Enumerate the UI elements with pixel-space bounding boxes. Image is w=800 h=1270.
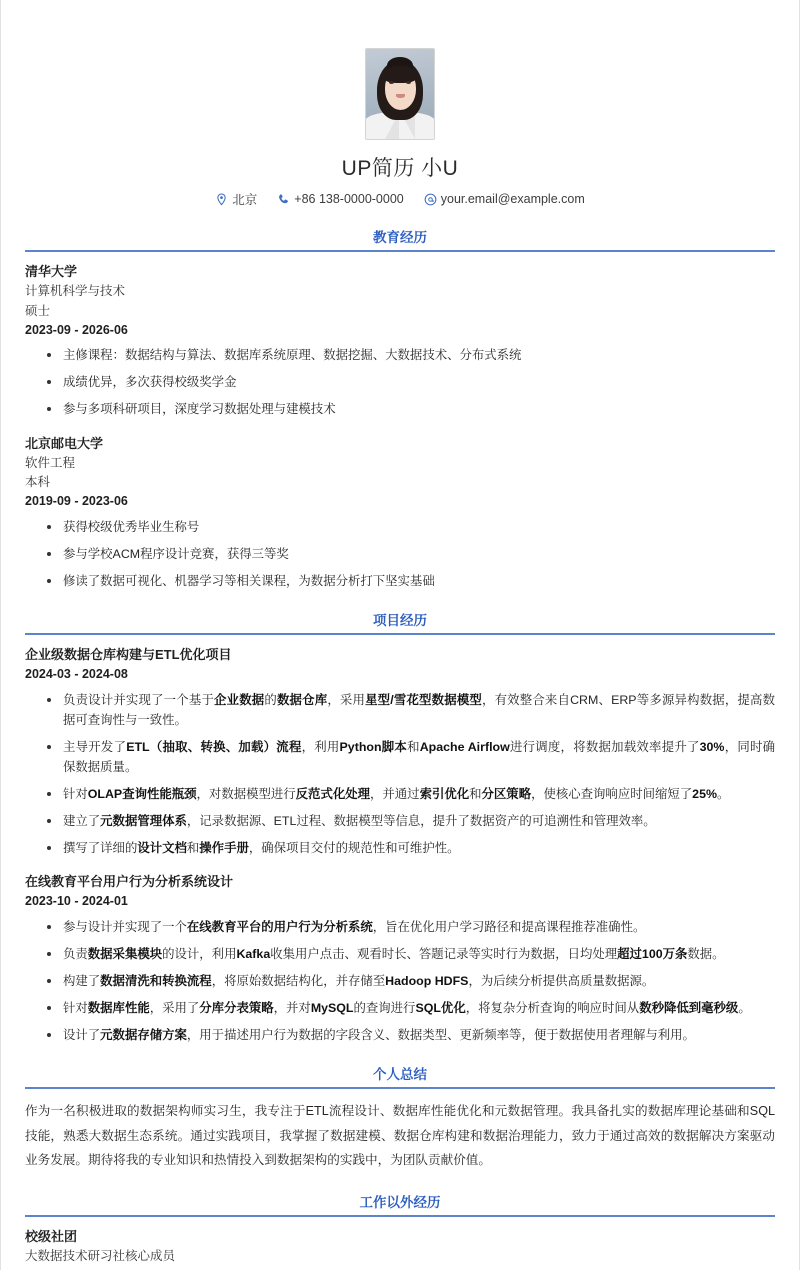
bullet-highlight: 30% [699, 739, 725, 754]
location-pin-icon [215, 193, 228, 206]
section-divider [25, 1215, 775, 1217]
bullet-text: 获得校级优秀毕业生称号 [63, 519, 200, 534]
list-item [47, 690, 775, 730]
bullet-text: 修读了数据可视化、机器学习等相关课程，为数据分析打下坚实基础 [63, 574, 435, 588]
section [25, 609, 775, 1045]
bullet-text: 撰写了详细的 [63, 841, 138, 856]
bullet-highlight: 分库分表策略 [199, 1001, 274, 1016]
contact-location-text: 北京 [232, 193, 258, 207]
bullet-text: 成绩优异，多次获得校级奖学金 [63, 375, 237, 390]
bullet-highlight: SQL优化 [415, 1001, 466, 1016]
bullet-text: ，使核心查询响应时间缩短了 [531, 786, 693, 801]
list-item [47, 372, 775, 392]
bullet-text: 的 [264, 692, 277, 707]
bullet-text: 构建了 [63, 973, 101, 988]
bullet-highlight: 在线教育平台的用户行为分析系统 [186, 919, 373, 934]
list-item [47, 345, 775, 365]
bullet-highlight: 元数据管理体系 [100, 814, 187, 829]
entry-date-range: 2023-10 - 2024-01 [25, 894, 128, 909]
contact-email [424, 192, 585, 206]
bullet-list [25, 517, 775, 591]
bullet-text: ，将原始数据结构化，并存储至 [211, 973, 386, 988]
bullet-highlight: MySQL [310, 1001, 354, 1016]
bullet-text: ，将复杂分析查询的响应时间从 [465, 1001, 640, 1016]
page-title: UP简历 小U [341, 157, 459, 180]
bullet-list [25, 345, 775, 419]
bullet-text: ，利用 [301, 739, 340, 754]
bullet-text: ，确保项目交付的规范性和可维护性。 [248, 841, 460, 856]
resume-sections [25, 226, 775, 1266]
phone-icon [277, 193, 290, 206]
avatar [365, 48, 435, 140]
bullet-highlight: ETL（抽取、转换、加载）流程 [126, 739, 302, 754]
bullet-highlight: 25% [692, 786, 717, 801]
section-title: 教育经历 [373, 230, 427, 245]
bullet-highlight: Kafka [236, 946, 271, 961]
contact-phone [277, 192, 403, 206]
bullet-highlight: 元数据存储方案 [100, 1028, 187, 1043]
bullet-highlight: 反范式化处理 [295, 786, 371, 801]
bullet-text: ，采用了 [149, 1001, 200, 1016]
bullet-highlight: Python脚本 [339, 739, 408, 754]
bullet-highlight: Hadoop HDFS [385, 973, 469, 988]
section-title: 工作以外经历 [359, 1194, 441, 1210]
resume-header [25, 0, 775, 208]
contact-email-text: your.email@example.com [440, 192, 585, 206]
section-divider [25, 250, 775, 252]
list-item [47, 838, 775, 858]
bullet-text: ，对数据模型进行 [196, 786, 296, 801]
bullet-text: 针对 [63, 1001, 88, 1016]
list-item [47, 544, 775, 564]
bullet-text: ，用于描述用户行为数据的字段含义、数据类型、更新频率等，便于数据使用者理解与利用。 [186, 1028, 695, 1043]
entry-organization: 北京邮电大学 [25, 435, 104, 451]
entry-degree: 硕士 [25, 303, 51, 318]
section-divider [25, 633, 775, 635]
entry-organization: 在线教育平台用户行为分析系统设计 [25, 874, 234, 890]
bullet-text: 收集用户点击、观看时长、答题记录等实时行为数据，日均处理 [270, 946, 618, 961]
bullet-text: 主导开发了 [63, 739, 127, 754]
bullet-highlight: 操作手册 [199, 841, 249, 856]
list-item [47, 784, 775, 804]
bullet-text: ，并对 [273, 1001, 311, 1016]
bullet-text: 负责设计并实现了一个基于 [63, 692, 215, 707]
bullet-highlight: 数秒降低到毫秒级 [639, 1001, 739, 1016]
bullet-text: 参与学校ACM程序设计竞赛，获得三等奖 [63, 546, 289, 561]
bullet-text: 针对 [63, 786, 88, 801]
bullet-highlight: 数据库性能 [87, 1001, 150, 1016]
bullet-text: ，采用 [327, 692, 366, 707]
bullet-text: 参与设计并实现了一个 [63, 919, 187, 934]
list-item [47, 998, 775, 1018]
entry-organization: 清华大学 [25, 264, 78, 279]
list-item [47, 1025, 775, 1045]
list-item [47, 399, 775, 419]
bullet-text: 负责 [63, 946, 88, 961]
entry-date-range: 2023-09 - 2026-06 [25, 322, 128, 337]
bullet-text: 建立了 [63, 814, 101, 829]
photo-fringe [382, 66, 418, 83]
list-item [47, 517, 775, 537]
experience-entry [25, 434, 775, 592]
bullet-highlight: Apache Airflow [419, 739, 510, 754]
bullet-highlight: 分区策略 [481, 786, 532, 801]
entry-degree: 本科 [25, 475, 51, 490]
bullet-text: 。 [738, 1001, 751, 1016]
list-item [47, 571, 775, 591]
section-title: 个人总结 [373, 1067, 427, 1083]
bullet-text: ，并通过 [370, 786, 420, 801]
contact-location [215, 190, 257, 208]
entry-date-range: 2024-03 - 2024-08 [25, 667, 128, 682]
list-item [47, 944, 775, 964]
entry-subtitle: 大数据技术研习社核心成员 [25, 1249, 176, 1264]
bullet-text: 的设计，利用 [162, 946, 237, 961]
entry-organization: 校级社团 [25, 1228, 78, 1244]
section [25, 1063, 775, 1173]
bullet-highlight: 星型/雪花型数据模型 [365, 692, 482, 707]
bullet-text: 数据。 [687, 946, 725, 961]
entry-subtitle: 计算机科学与技术 [25, 284, 126, 299]
entry-subtitle: 软件工程 [25, 455, 76, 470]
bullet-text: 和 [186, 841, 200, 856]
bullet-text: ，有效整合来自CRM、ERP等多源异构数据，提高数据可查询性与一致性。 [63, 692, 776, 727]
bullet-list [25, 690, 775, 859]
bullet-text: 设计了 [63, 1028, 101, 1043]
entry-date-range: 2019-09 - 2023-06 [25, 494, 128, 509]
contact-phone-text: +86 138-0000-0000 [294, 192, 404, 206]
bullet-text: ，记录数据源、ETL过程、数据模型等信息，提升了数据资产的可追溯性和管理效率。 [186, 814, 656, 829]
bullet-highlight: 索引优化 [419, 786, 470, 801]
bullet-text: 。 [716, 786, 730, 801]
bullet-highlight: 数据采集模块 [87, 946, 163, 961]
list-item [47, 811, 775, 831]
bullet-highlight: 企业数据 [214, 692, 265, 707]
bullet-list [25, 917, 775, 1045]
section-title: 项目经历 [373, 613, 427, 629]
email-at-icon [424, 193, 437, 206]
experience-entry [25, 1227, 775, 1267]
bullet-text: 主修课程：数据结构与算法、数据库系统原理、数据挖掘、大数据技术、分布式系统 [63, 348, 522, 363]
bullet-text: 和 [469, 786, 482, 801]
entry-organization: 企业级数据仓库构建与ETL优化项目 [25, 647, 232, 663]
bullet-text: 参与多项科研项目，深度学习数据处理与建模技术 [63, 402, 336, 417]
bullet-highlight: 超过100万条 [617, 946, 688, 961]
list-item [47, 737, 775, 777]
photo-container [25, 48, 775, 140]
bullet-text: ，为后续分析提供高质量数据源。 [468, 973, 655, 988]
contact-row [25, 190, 775, 208]
bullet-highlight: 数据清洗和转换流程 [100, 973, 212, 988]
bullet-highlight: OLAP查询性能瓶颈 [87, 786, 197, 801]
list-item [47, 971, 775, 991]
photo-mouth [396, 94, 405, 98]
bullet-text: ，同时确保数据质量。 [63, 739, 776, 774]
bullet-highlight: 设计文档 [137, 841, 187, 856]
list-item [47, 917, 775, 937]
experience-entry [25, 645, 775, 858]
experience-entry [25, 872, 775, 1045]
summary-text: 作为一名积极进取的数据架构师实习生，我专注于ETL流程设计、数据库性能优化和元数据管理。我具备扎实的数据库理论基础和SQL技能，熟悉大数据生态系统。通过实践项目，我掌握了数据建模、数据仓库构建和数据治理能力，致力于通过高效的数据解决方案驱动业务发展。期待将我的专业知识和热情投入到数据架构的实践中，为团队贡献价值。 [25, 1104, 775, 1168]
bullet-highlight: 数据仓库 [276, 692, 328, 707]
bullet-text: 的查询进行 [353, 1001, 416, 1016]
bullet-text: 和 [407, 739, 420, 754]
bullet-text: ，旨在优化用户学习路径和提高课程推荐准确性。 [372, 919, 646, 934]
experience-entry [25, 262, 775, 420]
bullet-text: 进行调度，将数据加载效率提升了 [509, 739, 700, 754]
section-divider [25, 1087, 775, 1089]
section [25, 226, 775, 591]
section [25, 1191, 775, 1267]
